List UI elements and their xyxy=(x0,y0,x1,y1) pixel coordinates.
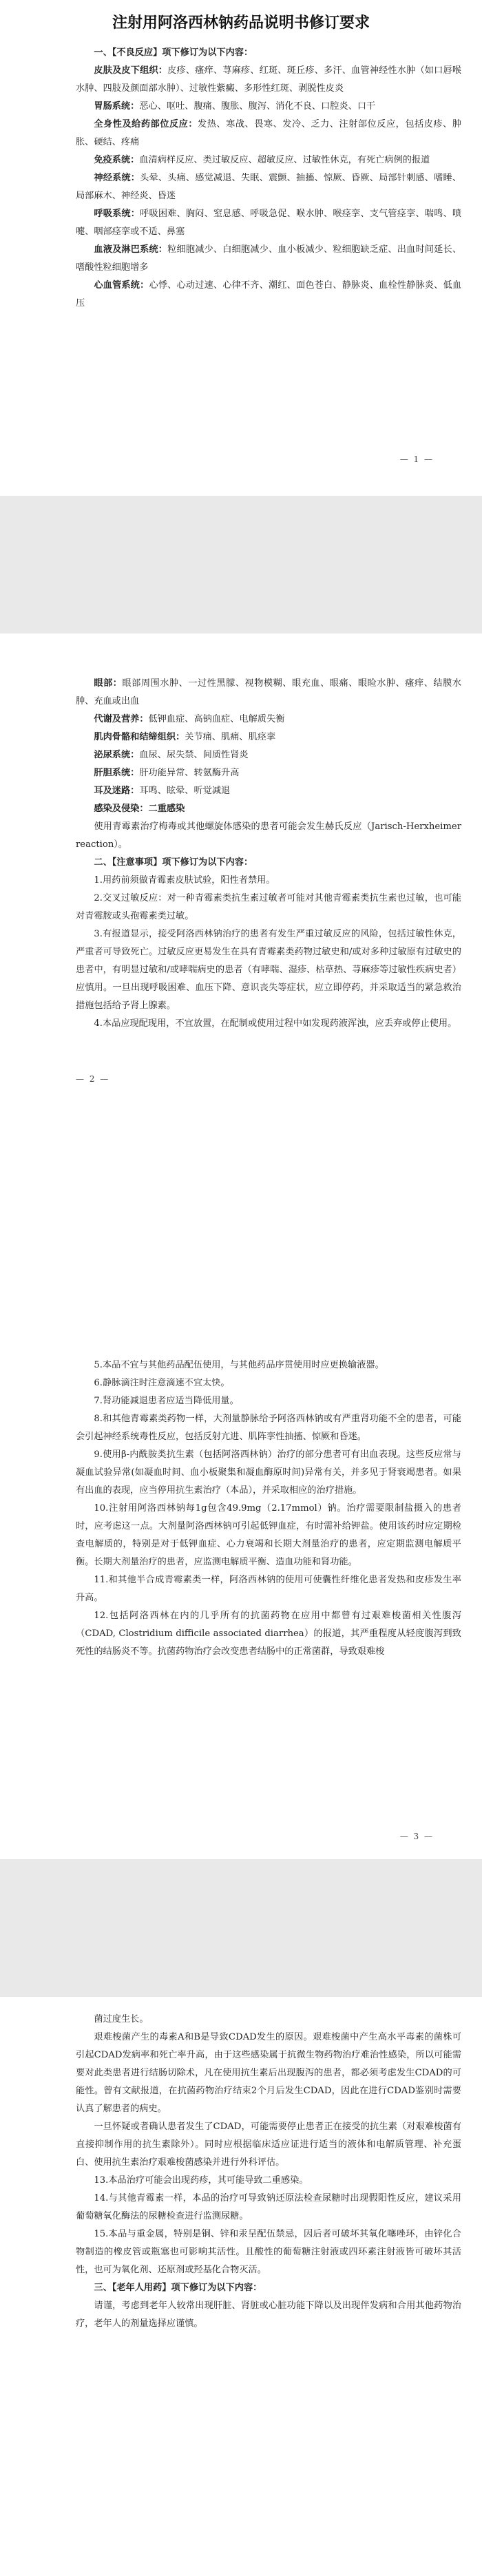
precaution-list xyxy=(76,872,461,1033)
paragraph: 5.本品不宜与其他药品配伍使用，与其他药品序贯使用时应更换输液器。 xyxy=(94,1360,384,1370)
precaution-list-cont xyxy=(76,1357,461,1661)
item-text: 肝功能异常、转氨酶升高 xyxy=(139,768,240,778)
item-text: 血尿、尿失禁、间质性肾炎 xyxy=(139,750,249,760)
item-heading: 免疫系统： xyxy=(94,155,140,165)
item-text: 眼部周围水肿、一过性黑朦、视物模糊、眼充血、眼痛、眼睑水肿、瘙痒、结膜水肿、充血或出血 xyxy=(76,678,462,706)
adverse-reaction-item xyxy=(76,169,461,205)
adverse-reaction-item xyxy=(76,711,461,729)
herxheimer-note: 使用青霉素治疗梅毒或其他螺旋体感染的患者可能会发生赫氏反应（Jarisch-Herxheimer reaction）。 xyxy=(76,821,461,850)
item-text: 心悸、心动过速、心律不齐、潮红、面色苍白、静脉炎、血栓性静脉炎、低血压 xyxy=(76,280,462,308)
document-title: 注射用阿洛西林钠药品说明书修订要求 xyxy=(112,14,370,32)
item-text: 发热、寒战、畏寒、发冷、乏力、注射部位反应，包括皮疹、肿胀、硬结、疼痛 xyxy=(76,119,462,147)
page-1 xyxy=(0,0,482,496)
page-2-content xyxy=(76,675,461,1033)
paragraph: 15.本品与重金属，特别是铜、锌和汞呈配伍禁忌，因后者可破坏其氧化噻唑环，由锌化合物制造的橡皮管或瓶塞也可影响其活性。且酸性的葡萄糖注射液或四环素注射液皆可破坏其活性，也可为氧化剂、还原剂或羟基化合物灭活。 xyxy=(76,2229,461,2275)
adverse-reaction-item xyxy=(76,205,461,241)
paragraph: 14.与其他青霉素一样，本品的治疗可导致钠还原法检查尿糖时出现假阳性反应，建议采用葡萄糖氧化酶法的尿糖检查进行监测尿糖。 xyxy=(76,2193,461,2221)
paragraph: 4.本品应现配现用，不宜放置，在配制或使用过程中如发现药液浑浊，应丢弃或停止使用。 xyxy=(94,1018,457,1029)
page-gap xyxy=(0,1859,482,1997)
item-heading: 心血管系统： xyxy=(94,280,149,291)
paragraph: 8.和其他青霉素类药物一样，大剂量静脉给予阿洛西林钠或有严重肾功能不全的患者，可能会引起神经系统毒性反应，包括反射亢进、肌阵挛性抽搐、惊厥和昏迷。 xyxy=(76,1414,461,1442)
item-heading: 泌尿系统： xyxy=(94,750,140,760)
page-2 xyxy=(0,633,482,1322)
page-4-content xyxy=(76,2011,461,2333)
page-number: — 2 — xyxy=(76,1074,110,1084)
paragraph: 13.本品治疗可能会出现药疹，其可能导致二重感染。 xyxy=(94,2175,308,2186)
item-text: 呼吸困难、胸闷、窒息感、呼吸急促、喉水肿、喉痉挛、支气管痉挛、喘鸣、喷嚏、咽部痉挛或不适、鼻塞 xyxy=(76,209,462,237)
item-text: 关节痛、肌痛、肌痉挛 xyxy=(185,732,276,742)
section-heading-adverse-reactions: 一、【不良反应】项下修订为以下内容： xyxy=(94,48,253,58)
paragraph: 11.和其他半合成青霉素类一样，阿洛西林钠的使用可使囊性纤维化患者发热和皮疹发生率升高。 xyxy=(76,1575,461,1603)
item-heading: 耳及迷路： xyxy=(94,786,140,796)
paragraph: 艰难梭菌产生的毒素A和B是导致CDAD发生的原因。艰难梭菌中产生高水平毒素的菌株可引起CDAD发病率和死亡率升高，由于这些感染属于抗微生物药物治疗难治性感染，所以可能需要对此类患者进行结肠切除术，凡在使用抗生素后出现腹泻的患者，都必须考虑发生CDAD的可能性。曾有文献报道，在抗菌药物治疗结束2个月后发生CDAD，因此在进行CDAD鉴别时需要认真了解患者的病史。 xyxy=(76,2032,461,2114)
item-heading: 呼吸系统： xyxy=(94,209,140,219)
paragraph: 1.用药前须做青霉素皮肤试验，阳性者禁用。 xyxy=(94,875,275,886)
adverse-reaction-item xyxy=(76,764,461,782)
item-heading: 全身性及给药部位反应： xyxy=(94,119,198,129)
adverse-reaction-list xyxy=(76,62,461,313)
page-number: — 3 — xyxy=(399,1832,434,1841)
item-heading: 感染及侵染：二重感染 xyxy=(94,804,185,814)
adverse-reaction-item xyxy=(76,116,461,151)
section-heading-precautions: 二、【注意事项】项下修订为以下内容： xyxy=(94,857,253,868)
paragraph: 3.有报道显示，接受阿洛西林钠治疗的患者有发生严重过敏反应的风险，包括过敏性休克，严重者可导致死亡。过敏反应更易发生在具有青霉素类药物过敏史和/或对多种过敏原有过敏史的患者中，有明显过敏和/或哮喘病史的患者（有哮喘、湿疹、枯草热、荨麻疹等过敏性疾病史者）应慎用。一旦出现呼吸困难、血压下降、意识丧失等症状，应立即停药，并采取适当的紧急救治措施包括给予肾上腺素。 xyxy=(76,929,461,1011)
adverse-reaction-item xyxy=(76,98,461,116)
adverse-reaction-item xyxy=(76,675,461,711)
adverse-reaction-item xyxy=(76,62,461,98)
adverse-reaction-item xyxy=(76,746,461,764)
page-1-content xyxy=(76,44,461,313)
paragraph: 2.交叉过敏反应：对一种青霉素类抗生素过敏者可能对其他青霉素类抗生素也过敏，也可能对青霉胺或头孢霉素类过敏。 xyxy=(76,893,461,921)
paragraph: 7.肾功能减退患者应适当降低用量。 xyxy=(94,1396,239,1406)
adverse-reaction-item xyxy=(76,800,461,818)
adverse-reaction-item xyxy=(76,782,461,800)
page-3 xyxy=(0,1322,482,1859)
precaution-list-cont-2 xyxy=(76,2011,461,2279)
page-4 xyxy=(0,1997,482,2576)
item-text: 恶心、呕吐、腹痛、腹胀、腹泻、消化不良、口腔炎、口干 xyxy=(139,101,376,112)
paragraph: 12.包括阿洛西林在内的几乎所有的抗菌药物在应用中都曾有过艰难梭菌相关性腹泻（CDAD, Clostridium difficile associated diarrhea）的报道，其严重程度从轻度腹泻到致死性的结肠炎不等。抗菌药物治疗会改变患者结肠中的正常菌群，导致艰难梭 xyxy=(76,1611,461,1657)
item-text: 低钾血症、高钠血症、电解质失衡 xyxy=(148,714,285,724)
paragraph: 一旦怀疑或者确认患者发生了CDAD，可能需要停止患者正在接受的抗生素（对艰难梭菌有直接抑制作用的抗生素除外）。同时应根据临床适应证进行适当的液体和电解质管理、补充蛋白、使用抗生素治疗艰难梭菌感染并进行外科评估。 xyxy=(76,2122,461,2168)
item-text: 耳鸣、眩晕、听觉减退 xyxy=(139,786,231,796)
adverse-reaction-item xyxy=(76,277,461,313)
adverse-reaction-list-cont xyxy=(76,675,461,818)
item-text: 血清病样反应、类过敏反应、超敏反应、过敏性休克，有死亡病例的报道 xyxy=(139,155,430,165)
item-text: 头晕、头痛、感觉减退、失眠、震颤、抽搐、惊厥、昏厥、局部针刺感、嗜睡、局部麻木、神经炎、昏迷 xyxy=(76,173,462,201)
paragraph: 菌过度生长。 xyxy=(94,2014,149,2024)
item-heading: 血液及淋巴系统： xyxy=(94,244,168,255)
item-text: 粒细胞减少、白细胞减少、血小板减少、粒细胞缺乏症、出血时间延长、嗜酸性粒细胞增多 xyxy=(76,244,462,273)
page-number: — 1 — xyxy=(399,454,434,464)
item-heading: 胃肠系统： xyxy=(94,101,140,112)
item-heading: 肝胆系统： xyxy=(94,768,140,778)
section-heading-elderly: 三、【老年人用药】项下修订为以下内容： xyxy=(94,2283,262,2293)
paragraph: 10.注射用阿洛西林钠每1g包含49.9mg（2.17mmol）钠。治疗需要限制盐摄入的患者时，应考虑这一点。大剂量阿洛西林钠可引起低钾血症，有时需补给钾盐。使用该药时应定期检查电解质的，特别是对于低钾血症、心力衰竭和长期大剂量治疗的患者，应定期监测电解质平衡。长期大剂量治疗的患者，应监测电解质平衡、造血功能和肾功能。 xyxy=(76,1503,461,1567)
item-heading: 代谢及营养： xyxy=(94,714,149,724)
adverse-reaction-item xyxy=(76,729,461,746)
paragraph: 6.静脉滴注时注意滴速不宜太快。 xyxy=(94,1378,230,1388)
item-heading: 神经系统： xyxy=(94,173,140,183)
adverse-reaction-item xyxy=(76,241,461,277)
item-text: 皮疹、瘙痒、荨麻疹、红斑、斑丘疹、多汗、血管神经性水肿（如口唇喉水肿、四肢及颜面部水肿）、过敏性紫癜、多形性红斑、剥脱性皮炎 xyxy=(76,65,462,94)
elderly-text: 请谨，考虑到老年人较常出现肝脏、肾脏或心脏功能下降以及出现伴发病和合用其他药物治疗，老年人的剂量选择应谨慎。 xyxy=(76,2301,461,2329)
adverse-reaction-item xyxy=(76,151,461,169)
page-gap xyxy=(0,496,482,633)
paragraph: 9.使用β-内酰胺类抗生素（包括阿洛西林钠）治疗的部分患者可有出血表现。这些反应常与凝血试验异常(如凝血时间、血小板聚集和凝血酶原时间)异常有关，并多见于肾衰竭患者。如果有出血的表现，应当停用抗生素治疗（本品），并采取相应的治疗措施。 xyxy=(76,1449,461,1496)
item-heading: 皮肤及皮下组织： xyxy=(94,65,168,76)
item-heading: 肌肉骨骼和结缔组织： xyxy=(94,732,185,742)
item-heading: 眼部： xyxy=(94,678,123,689)
page-3-content xyxy=(76,1357,461,1661)
